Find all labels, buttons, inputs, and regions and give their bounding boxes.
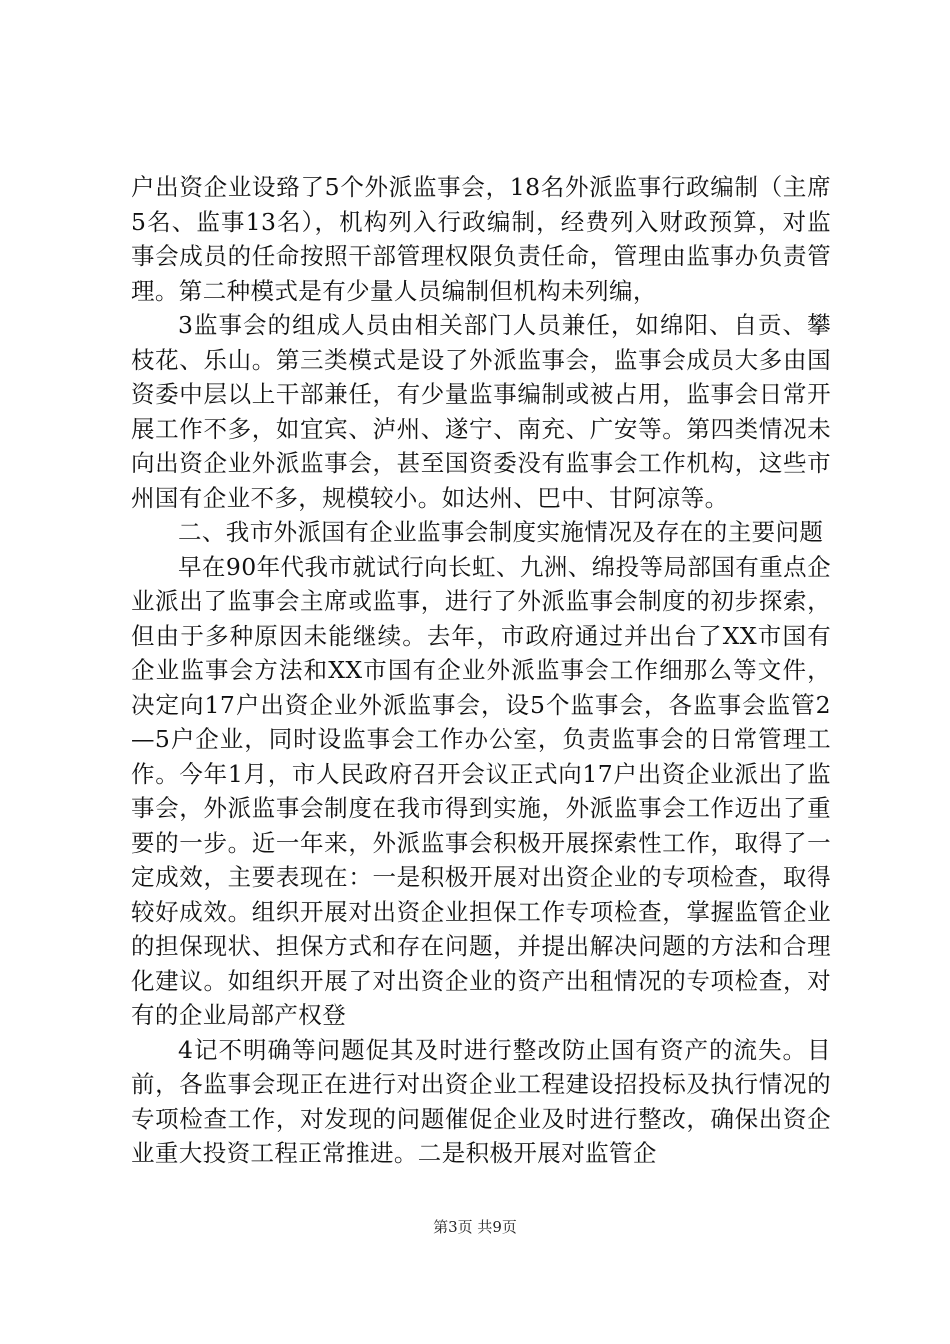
paragraph-continued: 户出资企业设臵了5个外派监事会，18名外派监事行政编制（主席5名、监事13名），机构列入行政编制，经费列入财政预算，对监事会成员的任命按照干部管理权限负责任命，管理由监事办负责管理。第二种模式是有少量人员编制但机构未列编，	[131, 173, 831, 305]
paragraph-inspections: 4记不明确等问题促其及时进行整改防止国有资产的流失。目前，各监事会现正在进行对出资企业工程建设招投标及执行情况的专项检查工作，对发现的问题催促企业及时进行整改，确保出资企业重大投资工程正常推进。二是积极开展对监管企	[131, 1035, 831, 1167]
document-body	[131, 170, 831, 1171]
page-number-footer: 第3页 共9页	[433, 1218, 517, 1236]
paragraph-supervisory-models: 3监事会的组成人员由相关部门人员兼任，如绵阳、自贡、攀枝花、乐山。第三类模式是设了外派监事会，监事会成员大多由国资委中层以上干部兼任，有少量监事编制或被占用，监事会日常开展工作不多，如宜宾、泸州、遂宁、南充、广安等。第四类情况未向出资企业外派监事会，甚至国资委没有监事会工作机构，这些市州国有企业不多，规模较小。如达州、巴中、甘阿凉等。	[131, 311, 831, 512]
section-heading: 二、我市外派国有企业监事会制度实施情况及存在的主要问题	[178, 518, 824, 546]
paragraph-implementation: 早在90年代我市就试行向长虹、九洲、绵投等局部国有重点企业派出了监事会主席或监事，进行了外派监事会制度的初步探索，但由于多种原因未能继续。去年，市政府通过并出台了XX市国有企业监事会方法和XX市国有企业外派监事会工作细那么等文件，决定向17户出资企业外派监事会，设5个监事会，各监事会监管2—5户企业，同时设监事会工作办公室，负责监事会的日常管理工作。今年1月，市人民政府召开会议正式向17户出资企业派出了监事会，外派监事会制度在我市得到实施，外派监事会工作迈出了重要的一步。近一年来，外派监事会积极开展探索性工作，取得了一定成效，主要表现在：一是积极开展对出资企业的专项检查，取得较好成效。组织开展对出资企业担保工作专项检查，掌握监管企业的担保现状、担保方式和存在问题，并提出解决问题的方法和合理化建议。如组织开展了对出资企业的资产出租情况的专项检查，对有的企业局部产权登	[131, 552, 831, 1029]
